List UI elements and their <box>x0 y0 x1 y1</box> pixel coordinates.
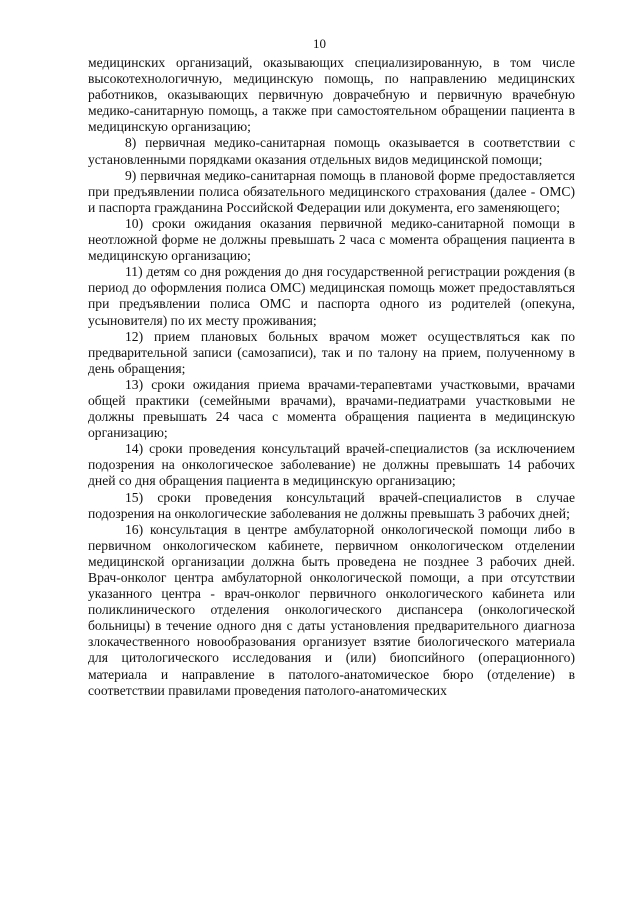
paragraph-item-14: 14) сроки проведения консультаций врачей-специалистов (за исключением подозрения на онкологическое заболевание) не должны превышать 14 рабочих дней со дня обращения пациента в медицинскую организацию; <box>88 441 575 489</box>
paragraph-item-15: 15) сроки проведения консультаций врачей-специалистов в случае подозрения на онкологические заболевания не должны превышать 3 рабочих дней; <box>88 489 575 521</box>
paragraph-item-8: 8) первичная медико-санитарная помощь оказывается в соответствии с установленными порядками оказания отдельных видов медицинской помощи; <box>88 135 575 167</box>
paragraph-item-10: 10) сроки ожидания оказания первичной медико-санитарной помощи в неотложной форме не должны превышать 2 часа с момента обращения пациента в медицинскую организацию; <box>88 215 575 264</box>
paragraph-item-9: 9) первичная медико-санитарная помощь в плановой форме предоставляется при предъявлении полиса обязательного медицинского страхования (далее - ОМС) и паспорта гражданина Российской Федерации или документа, его заменяющего; <box>88 167 575 215</box>
paragraph-continuation: медицинских организаций, оказывающих специализированную, в том числе высокотехнологичную, медицинскую помощь, по направлению медицинских работников, оказывающих первичную доврачебную и первичную врачебную медико-санитарную помощь, а также при самостоятельном обращении пациента в медицинскую организацию; <box>88 55 575 135</box>
paragraph-item-13: 13) сроки ожидания приема врачами-терапевтами участковыми, врачами общей практики (семейными врачами), врачами-педиатрами участковыми не должны превышать 24 часа с момента обращения пациента в медицинскую организацию; <box>88 376 575 441</box>
paragraph-item-11: 11) детям со дня рождения до дня государственной регистрации рождения (в период до оформления полиса ОМС) медицинская помощь может предоставляться при предъявлении полиса ОМС и паспорта одного из родителей (опекуна, усыновителя) по их месту проживания; <box>88 264 575 328</box>
page-number: 10 <box>313 36 326 51</box>
paragraph-item-12: 12) прием плановых больных врачом может осуществляться как по предварительной записи (самозаписи), так и по талону на прием, полученному в день обращения; <box>88 328 575 376</box>
document-body <box>88 55 575 699</box>
paragraph-item-16: 16) консультация в центре амбулаторной онкологической помощи либо в первичном онкологическом кабинете, первичном онкологическом отделении медицинской организации должна быть проведена не позднее 3 рабочих дней. Врач-онколог центра амбулаторной онкологической помощи, а при отсутствии указанного центра - врач-онколог первичного онкологического кабинета или поликлинического отделения онкологического диспансера (онкологической больницы) в течение одного дня с даты установления предварительного диагноза злокачественного новообразования организует взятие биологического материала для цитологического исследования и (или) биопсийного (операционного) материала и направление в патолого-анатомическое бюро (отделение) в соответствии правилами проведения патолого-анатомических <box>88 521 575 698</box>
